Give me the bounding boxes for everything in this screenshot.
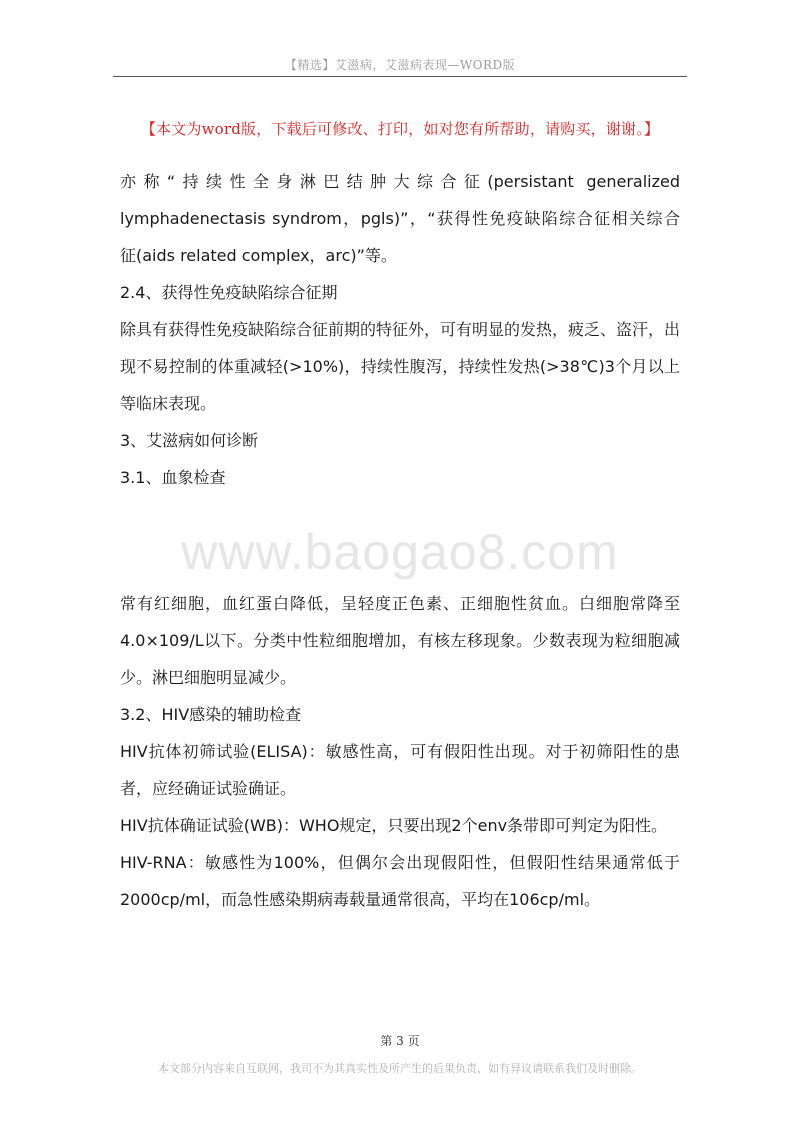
heading-3-2: 3.2、HIV感染的辅助检查 bbox=[120, 705, 302, 724]
footer-disclaimer: 本文部分内容来自互联网，我司不为其真实性及所产生的后果负责，如有异议请联系我们及时删除。 bbox=[158, 1062, 642, 1075]
paragraph-pgls bbox=[120, 163, 680, 274]
paragraph-line: 征(aids related complex，arc)”等。 bbox=[120, 246, 397, 265]
paragraph-wb: HIV抗体确证试验(WB)：WHO规定，只要出现2个env条带即可判定为阳性。 bbox=[120, 816, 668, 835]
paragraph-blood-test: 常有红细胞，血红蛋白降低，呈轻度正色素、正细胞性贫血。白细胞常降至4.0×109/L以下。分类中性粒细胞增加，有核左移现象。少数表现为粒细胞减少。淋巴细胞明显减少。 bbox=[120, 594, 680, 687]
body-content bbox=[120, 163, 680, 496]
page-number: 第 3 页 bbox=[380, 1034, 420, 1048]
paragraph-line: lymphadenectasis syndrom，pgls)”，“获得性免疫缺陷综合征相关综合 bbox=[120, 209, 680, 228]
body-content-continued bbox=[120, 585, 680, 918]
heading-2-4: 2.4、获得性免疫缺陷综合征期 bbox=[120, 283, 338, 302]
header-divider bbox=[113, 76, 687, 77]
page-header-title: 【精选】艾滋病，艾滋病表现—WORD版 bbox=[284, 58, 516, 72]
heading-3-1: 3.1、血象检查 bbox=[120, 468, 226, 487]
paragraph-hiv-rna: HIV-RNA：敏感性为100%，但偶尔会出现假阳性，但假阳性结果通常低于2000cp/ml，而急性感染期病毒载量通常很高，平均在106cp/ml。 bbox=[120, 853, 680, 909]
paragraph-line: 亦称“持续性全身淋巴结肿大综合征(persistant generalized bbox=[120, 172, 680, 191]
paragraph-aids-stage: 除具有获得性免疫缺陷综合征前期的特征外，可有明显的发热，疲乏、盗汗，出现不易控制的体重减轻(>10%)，持续性腹泻，持续性发热(>38℃)3个月以上等临床表现。 bbox=[120, 320, 681, 413]
site-watermark: www.baogao8.com bbox=[181, 524, 619, 580]
download-notice: 【本文为word版，下载后可修改、打印，如对您有所帮助，请购买，谢谢。】 bbox=[140, 120, 660, 138]
paragraph-elisa: HIV抗体初筛试验(ELISA)：敏感性高，可有假阳性出现。对于初筛阳性的患者，应经确证试验确证。 bbox=[120, 742, 680, 798]
heading-3: 3、艾滋病如何诊断 bbox=[120, 431, 259, 450]
